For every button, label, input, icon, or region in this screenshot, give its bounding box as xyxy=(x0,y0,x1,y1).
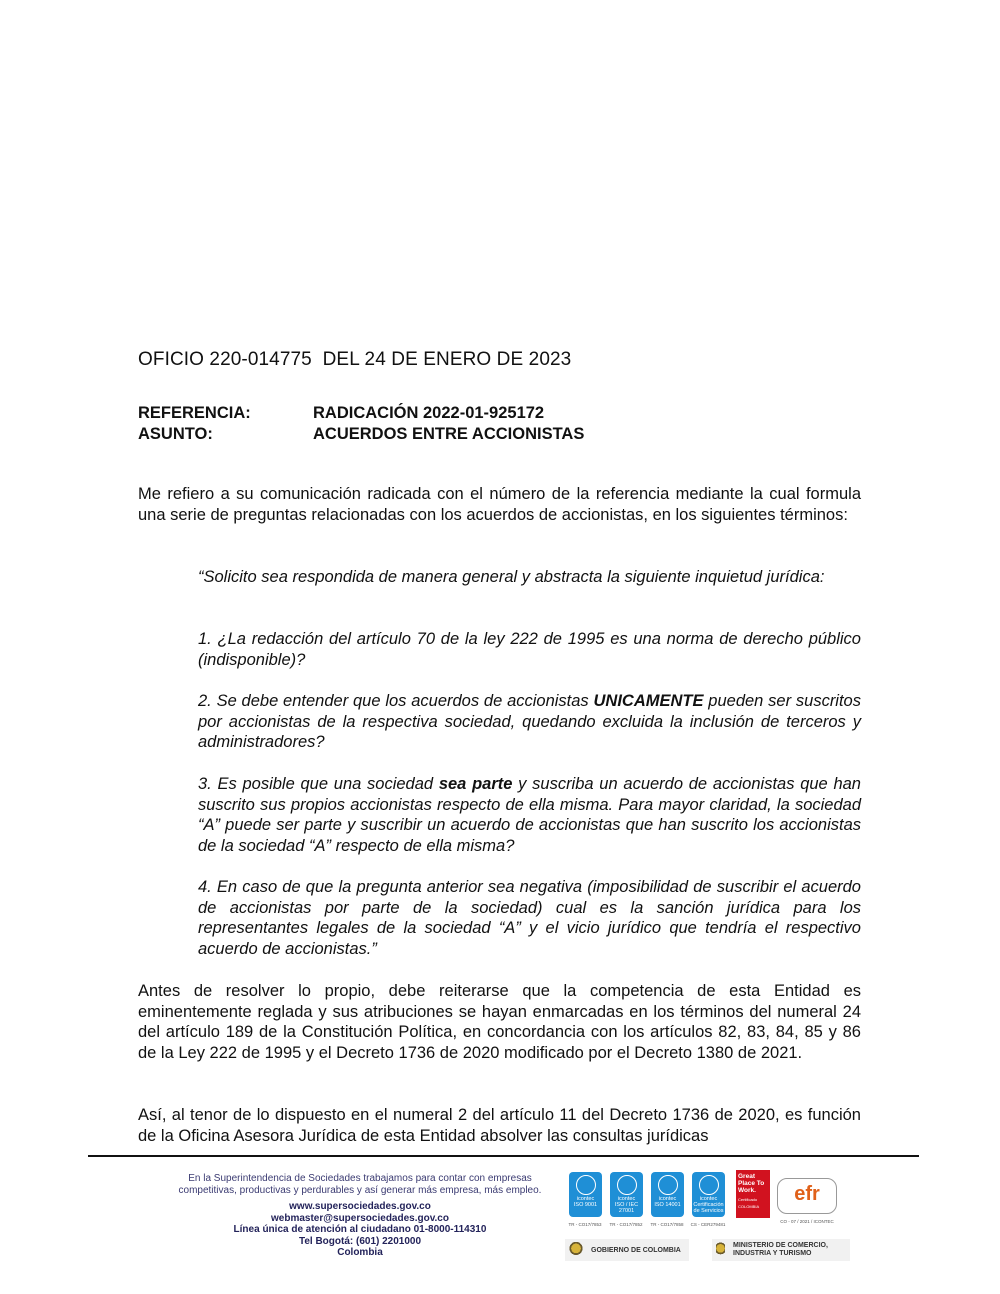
question-3 xyxy=(198,774,861,856)
question-3-start: 3. Es posible que una sociedad xyxy=(198,775,439,793)
footer-email: webmaster@supersociedades.gov.co xyxy=(271,1212,449,1224)
question-2-emphasis: UNICAMENTE xyxy=(593,692,704,710)
icontec-iso27001-badge xyxy=(610,1172,643,1217)
question-1: 1. ¿La redacción del artículo 70 de la ley 222 de 1995 es una norma de derecho público (indisponible)? xyxy=(198,630,861,669)
subject-value: ACUERDOS ENTRE ACCIONISTAS xyxy=(313,425,585,443)
efr-logo: efr xyxy=(777,1178,837,1214)
gov-label: GOBIERNO DE COLOMBIA xyxy=(591,1246,681,1254)
icontec-iso9001-badge xyxy=(569,1172,602,1217)
cert-standard: ISO 14001 xyxy=(654,1202,681,1208)
document-title: OFICIO 220-014775 DEL 24 DE ENERO DE 2023 xyxy=(138,349,572,370)
question-2-start: 2. Se debe entender que los acuerdos de accionistas xyxy=(198,692,594,710)
question-2-end: pueden ser suscritos por accionistas de la respectiva sociedad, quedando excluida la inclusión de terceros y administradores? xyxy=(198,692,861,751)
icontec-logo-icon xyxy=(658,1175,678,1195)
mincomercio-logo xyxy=(712,1239,850,1261)
reference-row xyxy=(138,403,584,424)
ministry-label: MINISTERIO DE COMERCIO, INDUSTRIA Y TURISMO xyxy=(733,1242,828,1257)
intro-paragraph: Me refiero a su comunicación radicada con el número de la referencia mediante la cual formula una serie de preguntas relacionadas con los acuerdos de accionistas, en los siguientes términos: xyxy=(138,485,861,524)
cert-code: TR - CO17/7858 xyxy=(650,1222,684,1227)
cert-brand: icontec xyxy=(699,1196,718,1202)
reference-label: REFERENCIA: xyxy=(138,404,251,422)
cert-brand: icontec xyxy=(658,1196,677,1202)
footer-slogan-line-1: En la Superintendencia de Sociedades trabajamos para contar con empresas xyxy=(188,1173,532,1184)
cert-standard: ISO 9001 xyxy=(573,1202,598,1208)
footer-tel: Tel Bogotá: (601) 2201000 xyxy=(298,1235,422,1247)
gobierno-colombia-logo xyxy=(565,1239,689,1261)
great-place-to-work-badge xyxy=(736,1170,770,1218)
cert-standard: ISO / IEC 27001 xyxy=(614,1202,639,1214)
icontec-services-badge xyxy=(692,1172,725,1217)
footer-divider xyxy=(88,1155,919,1157)
gptw-subtext: Certificado COLOMBIA xyxy=(738,1197,760,1209)
footer-country: Colombia xyxy=(337,1247,383,1258)
cert-standard: Certificación de Servicios xyxy=(693,1202,724,1214)
cert-brand: icontec xyxy=(576,1196,595,1202)
colombia-crest-icon xyxy=(716,1242,725,1258)
footer-phone-line: Línea única de atención al ciudadano 01-8000-114310 xyxy=(233,1224,487,1235)
quote-intro: “Solicito sea respondida de manera general y abstracta la siguiente inquietud jurídica: xyxy=(198,568,825,586)
icontec-logo-icon xyxy=(699,1175,719,1195)
footer-slogan-line-2: competitivas, productivas y perdurables y así generar más empresa, más empleo. xyxy=(178,1184,542,1196)
colombia-crest-icon xyxy=(569,1242,583,1258)
question-2 xyxy=(198,691,861,753)
competence-paragraph: Antes de resolver lo propio, debe reiterarse que la competencia de esta Entidad es eminentemente reglada y sus atribuciones se hayan enmarcadas en los términos del numeral 24 del artículo 189 de la Constitución Política, en concordancia con los artículos 82, 83, 84, 85 y 86 de la Ley 222 de 1995 y el Decreto 1736 de 2020 modificado por el Decreto 1380 de 2021. xyxy=(138,982,861,1063)
gptw-text: Great Place To Work. xyxy=(738,1173,765,1194)
question-3-end: y suscriba un acuerdo de accionistas que han suscrito sus propios accionistas respecto de ella misma. Para mayor claridad, la sociedad “A” puede ser parte y suscribir un acuerdo de accionistas que han suscrito los accionistas de la sociedad “A” respecto de ella misma? xyxy=(198,775,861,855)
reference-block xyxy=(138,403,584,445)
icontec-logo-icon xyxy=(617,1175,637,1195)
footer-website: www.supersociedades.gov.co xyxy=(289,1201,431,1212)
cert-code: TR - CO17/7853 xyxy=(568,1222,602,1227)
subject-label: ASUNTO: xyxy=(138,425,213,443)
icontec-logo-icon xyxy=(576,1175,596,1195)
efr-code: CO - 07 / 2021 / ICONTEC xyxy=(780,1219,834,1224)
question-4: 4. En caso de que la pregunta anterior sea negativa (imposibilidad de suscribir el acuerdo de accionistas por parte de la sociedad) cual es la sanción jurídica para los representantes legales de la sociedad “A” y el vicio jurídico que tendría el respectivo acuerdo de accionistas.” xyxy=(198,878,861,958)
question-3-emphasis: sea parte xyxy=(438,775,513,793)
footer-contact-block xyxy=(150,1173,570,1259)
icontec-iso14001-badge xyxy=(651,1172,684,1217)
function-paragraph: Así, al tenor de lo dispuesto en el numeral 2 del artículo 11 del Decreto 1736 de 2020, es función de la Oficina Asesora Jurídica de esta Entidad absolver las consultas jurídicas xyxy=(138,1106,861,1145)
reference-value: RADICACIÓN 2022-01-925172 xyxy=(313,404,545,422)
cert-code: TR - CO17/7852 xyxy=(609,1222,643,1227)
cert-brand: icontec xyxy=(617,1196,636,1202)
subject-row xyxy=(138,424,584,445)
cert-code: CS - CER279481 xyxy=(690,1222,726,1227)
